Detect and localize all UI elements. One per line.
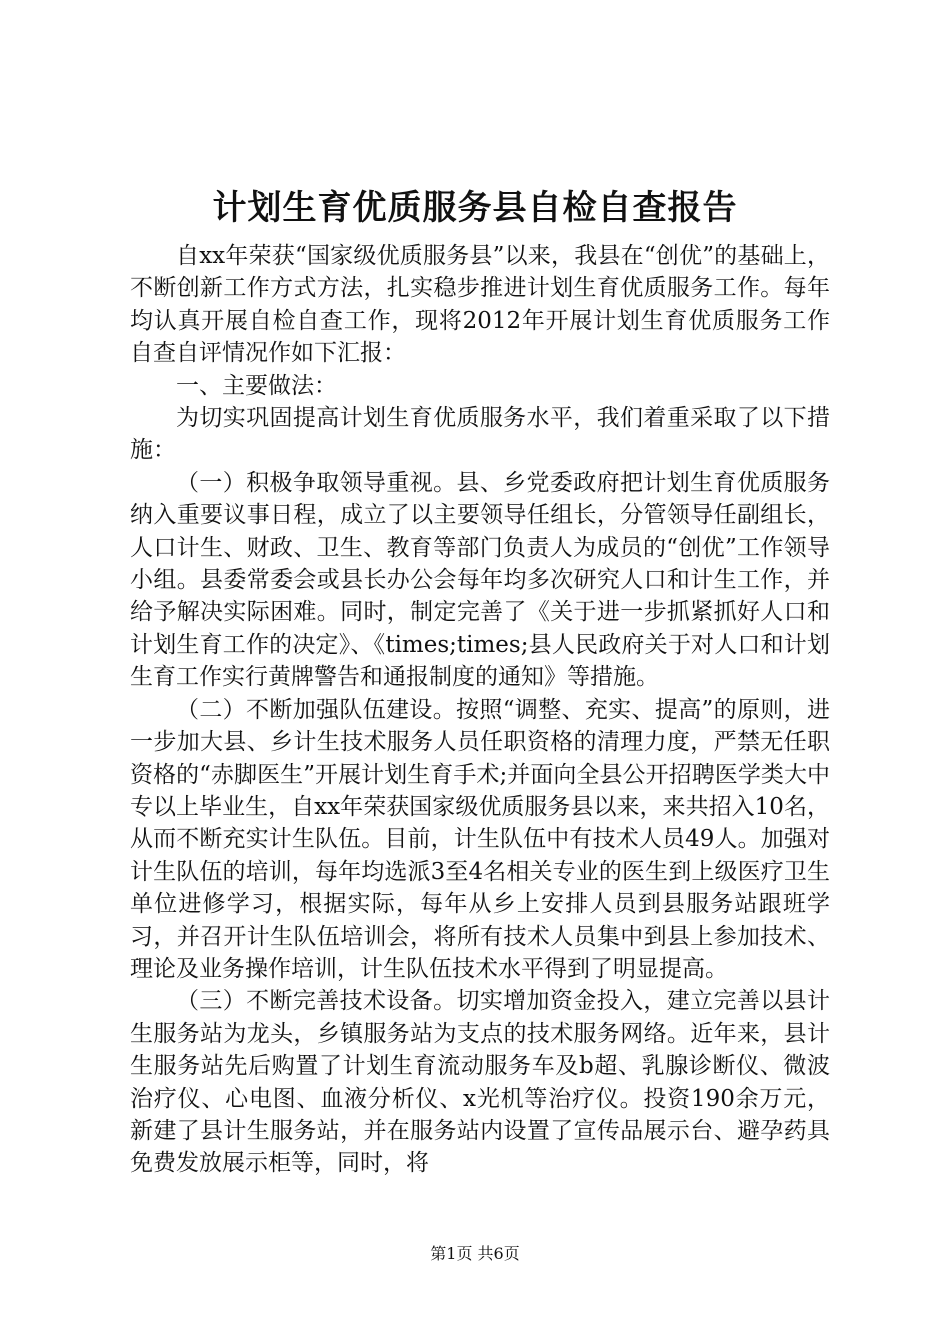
- page-number-footer: 第1页 共6页: [430, 1244, 520, 1263]
- measure-3-paragraph: （三）不断完善技术设备。切实增加资金投入，建立完善以县计生服务站为龙头，乡镇服务站为支点的技术服务网络。近年来，县计生服务站先后购置了计划生育流动服务车及b超、乳腺诊断仪、微波治疗仪、心电图、血液分析仪、x光机等治疗仪。投资190余万元，新建了县计生服务站，并在服务站内设置了宣传品展示台、避孕药具免费发放展示柜等，同时，将: [130, 988, 830, 1177]
- measure-2-paragraph: （二）不断加强队伍建设。按照“调整、充实、提高”的原则，进一步加大县、乡计生技术服务人员任职资格的清理力度，严禁无任职资格的“赤脚医生”开展计划生育手术;并面向全县公开招聘医学类大中专以上毕业生，自xx年荣获国家级优质服务县以来，来共招入10名，从而不断充实计生队伍。目前，计生队伍中有技术人员49人。加强对计生队伍的培训，每年均选派3至4名相关专业的医生到上级医疗卫生单位进修学习，根据实际，每年从乡上安排人员到县服务站跟班学习，并召开计生队伍培训会，将所有技术人员集中到县上参加技术、理论及业务操作培训，计生队伍技术水平得到了明显提高。: [130, 696, 830, 982]
- intro-paragraph: 自xx年荣获“国家级优质服务县”以来，我县在“创优”的基础上，不断创新工作方式方法，扎实稳步推进计划生育优质服务工作。每年均认真开展自检自查工作，现将2012年开展计划生育优质服务工作自查自评情况作如下汇报：: [130, 243, 830, 367]
- section-heading-main-practices: 一、主要做法：: [176, 372, 337, 399]
- document-title: 计划生育优质服务县自检自查报告: [212, 188, 738, 228]
- measure-1-paragraph: （一）积极争取领导重视。县、乡党委政府把计划生育优质服务纳入重要议事日程，成立了以主要领导任组长，分管领导任副组长，人口计生、财政、卫生、教育等部门负责人为成员的“创优”工作领导小组。县委常委会或县长办公会每年均多次研究人口和计生工作，并给予解决实际困难。同时，制定完善了《关于进一步抓紧抓好人口和计划生育工作的决定》、《times;times;县人民政府关于对人口和计划生育工作实行黄牌警告和通报制度的通知》等措施。: [130, 469, 830, 691]
- document-body: [130, 240, 830, 1180]
- measures-intro-paragraph: 为切实巩固提高计划生育优质服务水平，我们着重采取了以下措施：: [130, 405, 830, 464]
